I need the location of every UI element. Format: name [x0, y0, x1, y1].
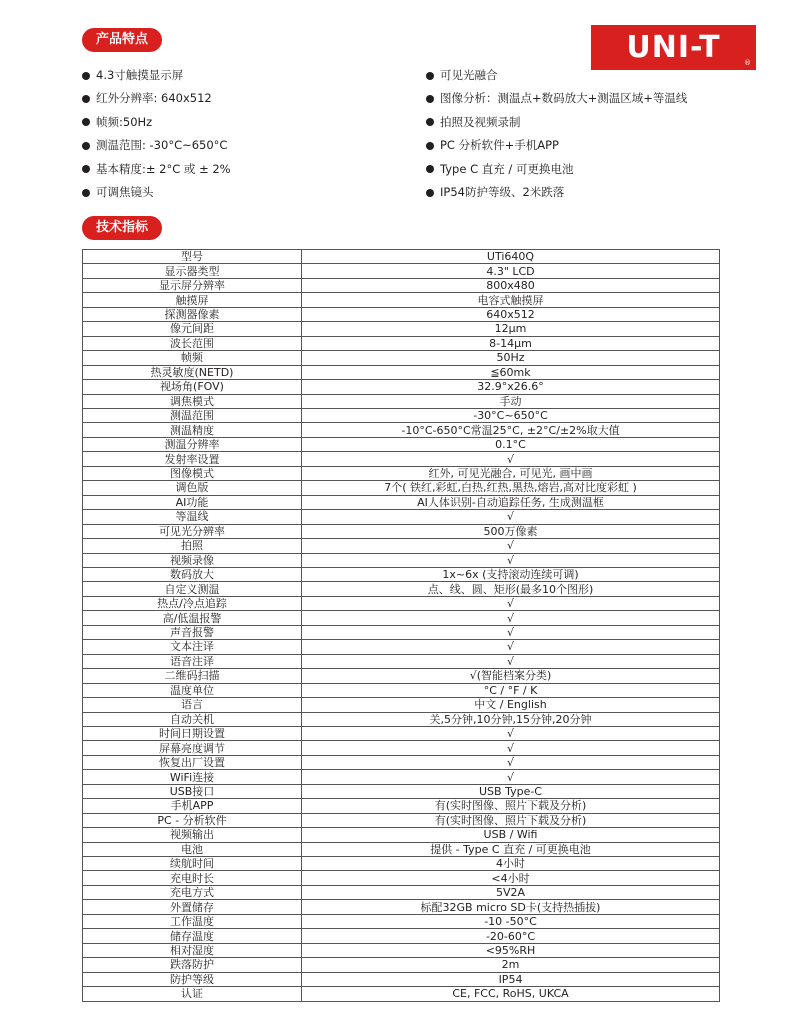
- spec-label: 波长范围: [83, 336, 302, 350]
- spec-row: [83, 524, 720, 538]
- spec-row: [83, 408, 720, 422]
- spec-label: 时间日期设置: [83, 726, 302, 740]
- feature-text: 可见光融合: [440, 68, 498, 82]
- spec-value: -30°C~650°C: [302, 408, 720, 422]
- bullet-dot-icon: [82, 72, 90, 80]
- spec-row: [83, 466, 720, 480]
- spec-value: 2m: [302, 958, 720, 972]
- spec-row: [83, 813, 720, 827]
- spec-row: [83, 799, 720, 813]
- spec-label: 图像模式: [83, 466, 302, 480]
- spec-label: 相对湿度: [83, 943, 302, 957]
- spec-label: 测温范围: [83, 408, 302, 422]
- spec-value: 50Hz: [302, 351, 720, 365]
- features-left-column: [82, 64, 402, 204]
- spec-label: 探测器像素: [83, 307, 302, 321]
- spec-label: USB接口: [83, 784, 302, 798]
- spec-value: √: [302, 741, 720, 755]
- spec-row: [83, 640, 720, 654]
- spec-label: 电池: [83, 842, 302, 856]
- spec-row: [83, 293, 720, 307]
- spec-label: 型号: [83, 250, 302, 264]
- spec-value: √: [302, 770, 720, 784]
- spec-label: 外置储存: [83, 900, 302, 914]
- spec-row: [83, 380, 720, 394]
- spec-value: 电容式触摸屏: [302, 293, 720, 307]
- spec-label: 热点/冷点追踪: [83, 596, 302, 610]
- spec-row: [83, 755, 720, 769]
- spec-label: 续航时间: [83, 857, 302, 871]
- spec-value: 1x~6x (支持滚动连续可调): [302, 567, 720, 581]
- spec-value: √: [302, 625, 720, 639]
- spec-value: 4.3" LCD: [302, 264, 720, 278]
- spec-row: [83, 539, 720, 553]
- spec-value: 0.1°C: [302, 437, 720, 451]
- feature-text: 拍照及视频录制: [440, 114, 521, 129]
- spec-value: √: [302, 596, 720, 610]
- spec-label: 声音报警: [83, 625, 302, 639]
- spec-value: UTi640Q: [302, 250, 720, 264]
- spec-value: √: [302, 755, 720, 769]
- feature-item: [82, 87, 402, 110]
- spec-label: 发射率设置: [83, 452, 302, 466]
- feature-item: [82, 134, 402, 157]
- spec-label: 触摸屏: [83, 293, 302, 307]
- features-section-header: 产品特点: [82, 28, 162, 52]
- spec-row: [83, 452, 720, 466]
- spec-value: USB / Wifi: [302, 828, 720, 842]
- spec-value: 红外, 可见光融合, 可见光, 画中画: [302, 466, 720, 480]
- spec-label: 像元间距: [83, 322, 302, 336]
- spec-value: -10 -50°C: [302, 914, 720, 928]
- spec-value: 5V2A: [302, 885, 720, 899]
- spec-row: [83, 770, 720, 784]
- spec-label: 显示屏分辨率: [83, 278, 302, 292]
- feature-text: 测温范围: -30°C~650°C: [96, 138, 228, 153]
- spec-label: 数码放大: [83, 567, 302, 581]
- spec-label: 工作温度: [83, 914, 302, 928]
- spec-label: 帧频: [83, 351, 302, 365]
- spec-label: 可见光分辨率: [83, 524, 302, 538]
- feature-text: IP54防护等级、2米跌落: [440, 184, 565, 199]
- spec-row: [83, 857, 720, 871]
- feature-item: [426, 87, 746, 110]
- spec-label: 温度单位: [83, 683, 302, 697]
- spec-value: 800x480: [302, 278, 720, 292]
- spec-value: √: [302, 510, 720, 524]
- spec-label: 显示器类型: [83, 264, 302, 278]
- spec-row: [83, 914, 720, 928]
- spec-value: 32.9°x26.6°: [302, 380, 720, 394]
- bullet-dot-icon: [426, 72, 434, 80]
- bullet-dot-icon: [426, 142, 434, 150]
- spec-row: [83, 596, 720, 610]
- spec-row: [83, 582, 720, 596]
- spec-value: 500万像素: [302, 524, 720, 538]
- feature-text: Type C 直充 / 可更换电池: [440, 161, 574, 176]
- spec-value: √(智能档案分类): [302, 669, 720, 683]
- spec-row: [83, 423, 720, 437]
- spec-value: -20-60°C: [302, 929, 720, 943]
- feature-text: 帧频:50Hz: [96, 114, 153, 129]
- spec-label: 储存温度: [83, 929, 302, 943]
- spec-row: [83, 481, 720, 495]
- spec-row: [83, 987, 720, 1001]
- bullet-dot-icon: [426, 189, 434, 197]
- bullet-dot-icon: [82, 165, 90, 173]
- spec-label: 手机APP: [83, 799, 302, 813]
- spec-row: [83, 553, 720, 567]
- feature-text: 红外分辨率: 640x512: [96, 91, 212, 106]
- spec-row: [83, 683, 720, 697]
- spec-value: √: [302, 654, 720, 668]
- bullet-dot-icon: [426, 165, 434, 173]
- spec-value: CE, FCC, RoHS, UKCA: [302, 987, 720, 1001]
- spec-value: ≦60mk: [302, 365, 720, 379]
- spec-label: PC - 分析软件: [83, 813, 302, 827]
- spec-row: [83, 972, 720, 986]
- spec-row: [83, 654, 720, 668]
- spec-row: [83, 741, 720, 755]
- spec-value: AI人体识别-自动追踪任务, 生成测温框: [302, 495, 720, 509]
- bullet-dot-icon: [426, 118, 434, 126]
- spec-value: 8-14μm: [302, 336, 720, 350]
- feature-item: [426, 181, 746, 204]
- spec-label: 高/低温报警: [83, 611, 302, 625]
- spec-value: 关,5分钟,10分钟,15分钟,20分钟: [302, 712, 720, 726]
- feature-item: [426, 134, 746, 157]
- spec-label: 拍照: [83, 539, 302, 553]
- spec-value: √: [302, 553, 720, 567]
- spec-value: 7个( 铁红,彩虹,白热,红热,黑热,熔岩,高对比度彩虹 ): [302, 481, 720, 495]
- spec-value: 12μm: [302, 322, 720, 336]
- spec-value: 手动: [302, 394, 720, 408]
- spec-label: 视场角(FOV): [83, 380, 302, 394]
- spec-row: [83, 322, 720, 336]
- spec-label: 语音注译: [83, 654, 302, 668]
- spec-row: [83, 250, 720, 264]
- spec-value: 标配32GB micro SD卡(支持热插拔): [302, 900, 720, 914]
- spec-row: [83, 510, 720, 524]
- spec-label: 二维码扫描: [83, 669, 302, 683]
- spec-label: 充电时长: [83, 871, 302, 885]
- spec-value: <95%RH: [302, 943, 720, 957]
- spec-label: 恢复出厂设置: [83, 755, 302, 769]
- spec-label: 认证: [83, 987, 302, 1001]
- spec-value: 640x512: [302, 307, 720, 321]
- spec-label: 防护等级: [83, 972, 302, 986]
- spec-row: [83, 669, 720, 683]
- feature-text: PC 分析软件+手机APP: [440, 138, 559, 153]
- spec-value: 点、线、圆、矩形(最多10个图形): [302, 582, 720, 596]
- spec-value: 有(实时图像、照片下载及分析): [302, 813, 720, 827]
- spec-row: [83, 351, 720, 365]
- spec-row: [83, 726, 720, 740]
- spec-value: √: [302, 611, 720, 625]
- spec-label: 自动关机: [83, 712, 302, 726]
- spec-row: [83, 929, 720, 943]
- spec-label: WiFi连接: [83, 770, 302, 784]
- spec-value: °C / °F / K: [302, 683, 720, 697]
- spec-row: [83, 943, 720, 957]
- spec-row: [83, 842, 720, 856]
- bullet-dot-icon: [82, 95, 90, 103]
- spec-value: √: [302, 640, 720, 654]
- spec-label: 测温精度: [83, 423, 302, 437]
- spec-value: 有(实时图像、照片下载及分析): [302, 799, 720, 813]
- spec-label: 调色版: [83, 481, 302, 495]
- feature-item: [426, 111, 746, 134]
- bullet-dot-icon: [82, 118, 90, 126]
- feature-item: [426, 158, 746, 181]
- spec-row: [83, 437, 720, 451]
- spec-label: 视频录像: [83, 553, 302, 567]
- spec-row: [83, 611, 720, 625]
- spec-value: 4小时: [302, 857, 720, 871]
- spec-label: 视频输出: [83, 828, 302, 842]
- spec-row: [83, 712, 720, 726]
- spec-label: 等温线: [83, 510, 302, 524]
- spec-label: 文本注译: [83, 640, 302, 654]
- registered-mark: ®: [744, 59, 752, 67]
- spec-value: -10°C-650°C常温25°C, ±2°C/±2%取大值: [302, 423, 720, 437]
- spec-row: [83, 784, 720, 798]
- spec-value: IP54: [302, 972, 720, 986]
- feature-item: [82, 181, 402, 204]
- spec-row: [83, 958, 720, 972]
- spec-label: 屏幕亮度调节: [83, 741, 302, 755]
- spec-row: [83, 495, 720, 509]
- spec-label: 热灵敏度(NETD): [83, 365, 302, 379]
- spec-row: [83, 625, 720, 639]
- spec-row: [83, 567, 720, 581]
- spec-label: 语言: [83, 698, 302, 712]
- spec-value: 中文 / English: [302, 698, 720, 712]
- feature-text: 可调焦镜头: [96, 184, 154, 199]
- spec-label: 跌落防护: [83, 958, 302, 972]
- spec-row: [83, 698, 720, 712]
- spec-label: 自定义测温: [83, 582, 302, 596]
- spec-label: 调焦模式: [83, 394, 302, 408]
- spec-row: [83, 307, 720, 321]
- bullet-dot-icon: [82, 189, 90, 197]
- feature-text: 基本精度:± 2°C 或 ± 2%: [96, 161, 231, 176]
- spec-row: [83, 900, 720, 914]
- spec-label: 充电方式: [83, 885, 302, 899]
- spec-row: [83, 365, 720, 379]
- spec-table: [82, 249, 720, 1002]
- feature-text: 图像分析：测温点+数码放大+测温区域+等温线: [440, 91, 688, 106]
- spec-value: 提供 - Type C 直充 / 可更换电池: [302, 842, 720, 856]
- spec-label: AI功能: [83, 495, 302, 509]
- spec-value: √: [302, 726, 720, 740]
- spec-row: [83, 885, 720, 899]
- spec-row: [83, 336, 720, 350]
- spec-value: USB Type-C: [302, 784, 720, 798]
- brand-logo-text: UNI-T: [626, 30, 721, 65]
- feature-text: 4.3寸触摸显示屏: [96, 68, 184, 82]
- spec-row: [83, 278, 720, 292]
- spec-row: [83, 828, 720, 842]
- spec-value: √: [302, 539, 720, 553]
- spec-value: √: [302, 452, 720, 466]
- spec-row: [83, 394, 720, 408]
- spec-label: 测温分辨率: [83, 437, 302, 451]
- specs-section-header: 技术指标: [82, 216, 162, 240]
- feature-item: [82, 111, 402, 134]
- feature-item: [82, 158, 402, 181]
- spec-row: [83, 264, 720, 278]
- bullet-dot-icon: [82, 142, 90, 150]
- features-right-column: [426, 64, 746, 204]
- feature-item: [426, 64, 746, 87]
- spec-value: <4小时: [302, 871, 720, 885]
- feature-item: [82, 64, 402, 87]
- bullet-dot-icon: [426, 95, 434, 103]
- spec-row: [83, 871, 720, 885]
